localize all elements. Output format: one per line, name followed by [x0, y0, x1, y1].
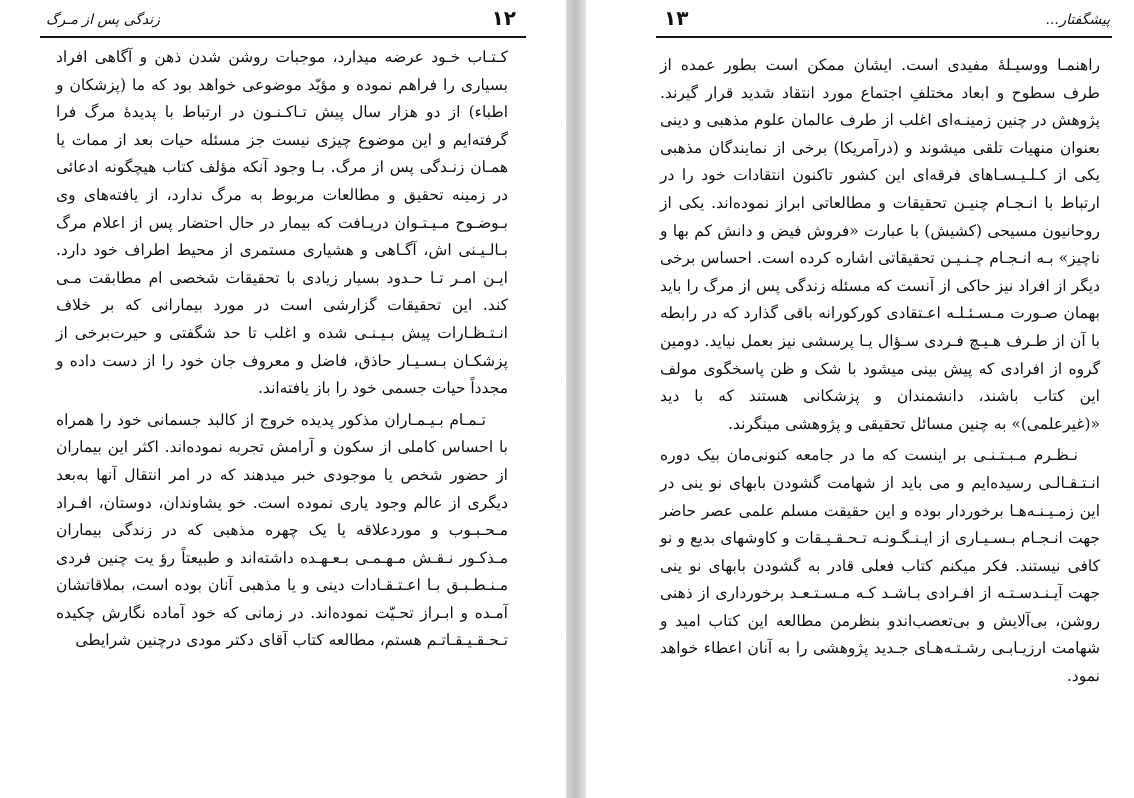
- paragraph: راهنمـا ووسیـلهٔ مفیدی است. ایشان ممکن است بطور عمده از طرف سطوح و ابعاد مختلفِ اجتماع مورد انتقاد شدید قرار گیرند. پژوهش در چنین زمینـه‌ای اغلب از طرف عالمان علوم مذهبی و دینی بعنوان منهیات تلقی میشوند و (درآمریکا) برخی از نمایندگان مذهبی یکی از کـلـیـسـاهای فرقه‌ای این کشور تاکنون انتقادات خود را در ارتباط با انـجـام چنیـن تحقیقات و مطالعاتی ابراز نموده‌اند. یکی از روحانیون مسیحی (کشیش) با عبارت «فروش فیض و دانش کم بها و ناچیز» بـه انـجـام چـنـیـن تحقیقاتی اشاره کرده است. احساس برخی دیگر از افراد نیز حاکی از آنست که مسئله زندگی پس از مرگ را باید بهمان صـورت مـسـئـلـه اعـتقادی کورکورانه باقی گذارد که در رابطه با آن از طـرف هـیـچ فـردی سـؤال یـا پرسشی نیز بعمل نیاید. دومین گروه از افرادی که پیش بینی میشود با شک و ظن پاسخگوی مولف این کتاب باشند، دانشمندان و پزشکانی هستند که با دید «(غیرعلمی)» به چنین مسائل تحقیقی و پژوهشی مینگرند.: [660, 56, 1100, 433]
- page-number: ۱۲: [491, 6, 516, 30]
- paragraph: تـمـام بـیـمـاران مذکور پدیده خروج از کالبد جسمانی خود را همراه با احساس کاملی از سکون و آرامش تجربه نموده‌اند. اکثر این بیماران از حضور شخص یا موجودی خبر میدهند که در امر انتقال آنها به‌بعد دیگری از عالم وجود یاری نموده است. خو یشاوندان، دوستان، افـراد مـحـبـوب و موردعلاقه یا یک چهره مذهبی که در زندگی بیماران مـذکـور نـقـش مـهـمـی بـعـهـده داشته‌اند و طبیعتاً رؤ یت چنین فردی مـنـطـبـق بـا اعـتـقـادات دینی و یا مذهبی آنان بوده است، بملاقاتشان آمـده و ابـراز تحـیّت نموده‌اند. در زمانی که خود آماده نگارش چکیده تـحـقـیـقـاتـم هستم، مطالعه کتاب آقای دکتر مودی درچنین شرایطی: [56, 410, 508, 650]
- page-body: [660, 52, 1100, 695]
- right-page: [586, 0, 1134, 798]
- running-title: زندگی پس از مـرگ: [46, 12, 160, 28]
- page-header: [40, 6, 526, 38]
- page-header: [656, 6, 1112, 38]
- running-title: پیشگفتار...: [1045, 12, 1110, 28]
- paragraph: کـتـاب خـود عرضه میدارد، موجبات روشن شدن ذهن و آگاهی افراد بسیاری را فراهم نموده و مؤیّد موضوعی خواهد بود که ما (پزشکان و اطباء) از دو هزار سال پیش تـاکـنـون در ارتباط با پدیدهٔ مرگ فرا گرفته‌ایم و این موضوع چیزی نیست جز مسئله حیات بعد از ممات یا همـان زنـدگی پس از مرگ. بـا وجود آنکه مؤلف کتاب هیچگونه ادعائی در زمینه تحقیق و مطالعات مربوط به مرگ ندارد، از یافته‌های وی بـوضـوح مـیـتـوان دریـافت که بیمار در حال احتضار پس از اعلام مرگ بـالـیـنی اش، آگـاهی و هشیاری مستمری از محیط اطراف خود دارد. ایـن امـر تـا حـدود بسیار زیادی با تحقیقات شخصی ام مطابقت مـی کند. این تحقیقات گزارشی است در مورد بیمارانی که بر خلاف انـتـظـارات پیش بـیـنـی شده و اغلب تا حد شگفتی و حیرت‌برخی از پزشکـان بـسـیـار حاذق، فاضل و معروف جان خود را از دست داده و مجدداً حیات جسمی خود را باز یافته‌اند.: [56, 48, 508, 398]
- page-body: [56, 44, 508, 659]
- book-gutter: [566, 0, 586, 798]
- page-number: ۱۳: [664, 6, 689, 30]
- left-page: [0, 0, 566, 798]
- paragraph: نـظـرم مـبـتـنـی بر اینست که ما در جامعه کنونی‌مان بیک دوره انـتـقـالـی رسیده‌ایم و می باید از شهامت گشودن بابهای نو ینی در این زمـیـنـه‌هـا برخوردار بوده و این حقیقت مسلم علمی عصر حاضر جهت انـجـام بـسـیـاری از ایـنـگـونـه تـحـقـیـقات و کاوشهای بدیع و نو کافی نیستند. فکر میکنم کتاب فعلی قادر به گشودن بابهای نو ینی جهت آیـنـدسـتـه از افـرادی بـاشـد کـه مـسـتـعـد برخورداری از ذهنی روشن، بی‌آلایش و بی‌تعصب‌اندو بنظرمن مطالعه این کتاب امید و شهامت ارزیـابـی رشـتـه‌هـای جـدید پژوهشی را به آنان اعطاء خواهد نمود.: [660, 446, 1100, 686]
